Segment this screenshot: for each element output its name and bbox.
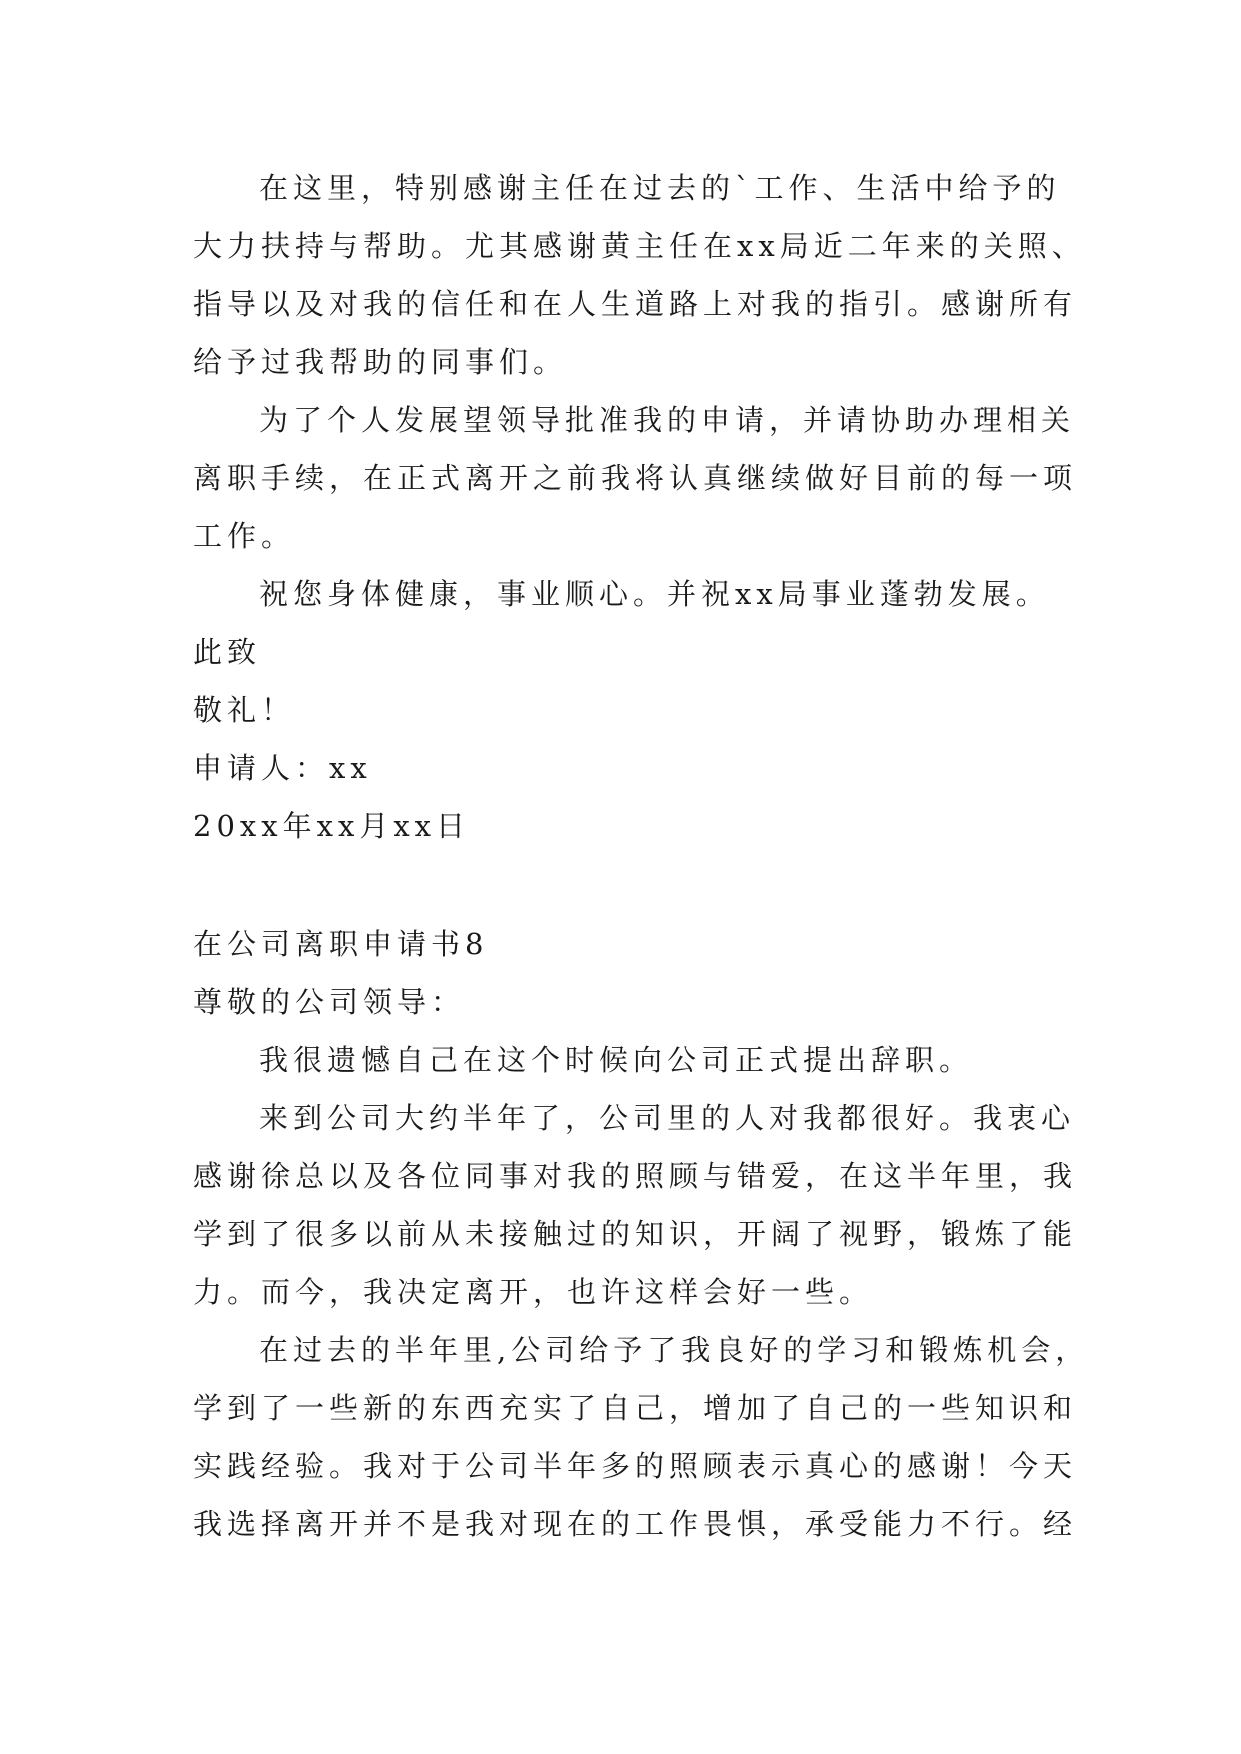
paragraph-line: 感谢徐总以及各位同事对我的照顾与错爱，在这半年里，我	[193, 1159, 1078, 1193]
paragraph-line: 我选择离开并不是我对现在的工作畏惧，承受能力不行。经	[193, 1507, 1078, 1541]
closing-line: 敬礼！	[193, 693, 296, 727]
salutation-line: 尊敬的公司领导：	[193, 985, 466, 1019]
paragraph-line: 离职手续，在正式离开之前我将认真继续做好目前的每一项	[193, 461, 1078, 495]
date-line: 20xx年xx月xx日	[193, 809, 471, 843]
paragraph-line: 给予过我帮助的同事们。	[193, 345, 568, 379]
section-title: 在公司离职申请书8	[193, 927, 489, 961]
paragraph-line: 来到公司大约半年了，公司里的人对我都很好。我衷心	[259, 1101, 1076, 1135]
paragraph-line: 指导以及对我的信任和在人生道路上对我的指引。感谢所有	[193, 287, 1078, 321]
paragraph-line: 在这里，特别感谢主任在过去的`工作、生活中给予的	[259, 171, 1061, 205]
paragraph-line: 祝您身体健康，事业顺心。并祝xx局事业蓬勃发展。	[259, 577, 1050, 611]
paragraph-line: 我很遗憾自己在这个时候向公司正式提出辞职。	[259, 1043, 974, 1077]
paragraph-line: 学到了一些新的东西充实了自己，增加了自己的一些知识和	[193, 1391, 1078, 1425]
paragraph-line: 为了个人发展望领导批准我的申请，并请协助办理相关	[259, 403, 1076, 437]
applicant-line: 申请人：xx	[193, 751, 372, 785]
closing-line: 此致	[193, 635, 262, 669]
paragraph-line: 力。而今，我决定离开，也许这样会好一些。	[193, 1275, 874, 1309]
paragraph-line: 大力扶持与帮助。尤其感谢黄主任在xx局近二年来的关照、	[193, 229, 1086, 263]
paragraph-line: 学到了很多以前从未接触过的知识，开阔了视野，锻炼了能	[193, 1217, 1078, 1251]
paragraph-line: 在过去的半年里,公司给予了我良好的学习和锻炼机会，	[259, 1333, 1090, 1367]
paragraph-line: 实践经验。我对于公司半年多的照顾表示真心的感谢！今天	[193, 1449, 1078, 1483]
paragraph-line: 工作。	[193, 519, 296, 553]
